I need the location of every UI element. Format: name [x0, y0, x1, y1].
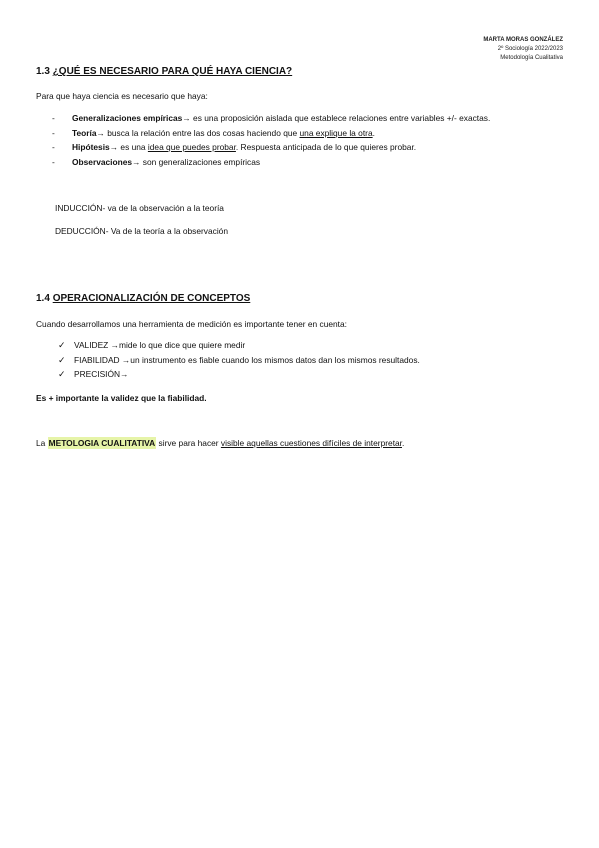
- requirements-list: [52, 111, 490, 169]
- section-13-number: 1.3: [36, 66, 53, 77]
- measurement-criteria-list: [58, 338, 420, 382]
- checkmark-icon: ✓: [58, 369, 66, 379]
- arrow-icon: →: [96, 127, 105, 138]
- arrow-icon: →: [132, 156, 141, 167]
- criterion-text: PRECISIÓN→: [74, 369, 129, 379]
- list-item: [52, 155, 490, 170]
- list-item: [52, 111, 490, 126]
- section-14-title: OPERACIONALIZACIÓN DE CONCEPTOS: [52, 293, 251, 304]
- highlighted-term: METOLOGIA CUALITATIVA: [48, 438, 156, 448]
- validity-note: Es + importante la validez que la fiabilidad.: [36, 393, 207, 403]
- item-text: es una: [118, 142, 148, 152]
- item-underlined-text: idea que puedes probar: [147, 142, 236, 152]
- item-text: son generalizaciones empíricas: [140, 156, 261, 167]
- cualitativa-paragraph: [36, 438, 404, 448]
- dash-bullet: -: [52, 156, 55, 167]
- item-text: es una proposición aislada que establece relaciones entre variables +/- exactas.: [190, 113, 491, 123]
- item-term: Hipótesis: [72, 142, 110, 152]
- criterion-text: FIABILIDAD →un instrumento es fiable cuando los mismos datos dan los mismos resultados.: [74, 354, 420, 365]
- section-14-number: 1.4: [36, 293, 53, 304]
- section-13-intro: Para que haya ciencia es necesario que haya:: [36, 91, 208, 101]
- criterion-text: VALIDEZ →mide lo que dice que quiere medir: [74, 340, 246, 350]
- item-underlined-text: una explique la otra: [299, 127, 373, 138]
- induccion-line: INDUCCIÓN- va de la observación a la teoría: [55, 203, 224, 213]
- cualitativa-post: .: [402, 438, 405, 448]
- header-course: 2º Sociología 2022/2023: [497, 46, 563, 52]
- section-14-heading: [36, 293, 250, 304]
- list-item: [52, 126, 490, 141]
- cualitativa-pre: La: [36, 438, 48, 448]
- deduccion-line: DEDUCCIÓN- Va de la teoría a la observación: [55, 226, 228, 236]
- section-13-title: ¿QUÉ ES NECESARIO PARA QUÉ HAYA CIENCIA?: [52, 66, 293, 77]
- item-text-end: .: [372, 127, 375, 138]
- item-text-end: . Respuesta anticipada de lo que quieres probar.: [235, 142, 417, 152]
- document-header: [483, 36, 563, 63]
- list-item: [58, 353, 420, 368]
- list-item: [52, 140, 490, 155]
- header-author: MARTA MORAS GONZÁLEZ: [483, 37, 563, 43]
- header-subject: Metodología Cualitativa: [500, 55, 563, 61]
- item-term: Generalizaciones empíricas: [72, 113, 183, 123]
- item-term: Observaciones: [72, 156, 133, 167]
- dash-bullet: -: [52, 113, 55, 123]
- section-13-heading: [36, 66, 292, 77]
- section-14-intro: Cuando desarrollamos una herramienta de medición es importante tener en cuenta:: [36, 319, 347, 329]
- cualitativa-mid: sirve para hacer: [156, 438, 221, 448]
- item-text: busca la relación entre las dos cosas haciendo que: [104, 127, 300, 138]
- item-term: Teoría: [72, 127, 97, 138]
- dash-bullet: -: [52, 142, 55, 152]
- arrow-icon: →: [109, 142, 119, 152]
- arrow-icon: →: [182, 113, 191, 123]
- list-item: [58, 367, 420, 382]
- checkmark-icon: ✓: [58, 340, 66, 350]
- list-item: [58, 338, 420, 353]
- checkmark-icon: ✓: [58, 354, 66, 365]
- dash-bullet: -: [52, 127, 55, 138]
- underlined-phrase: visible aquellas cuestiones difíciles de interpretar: [220, 438, 402, 448]
